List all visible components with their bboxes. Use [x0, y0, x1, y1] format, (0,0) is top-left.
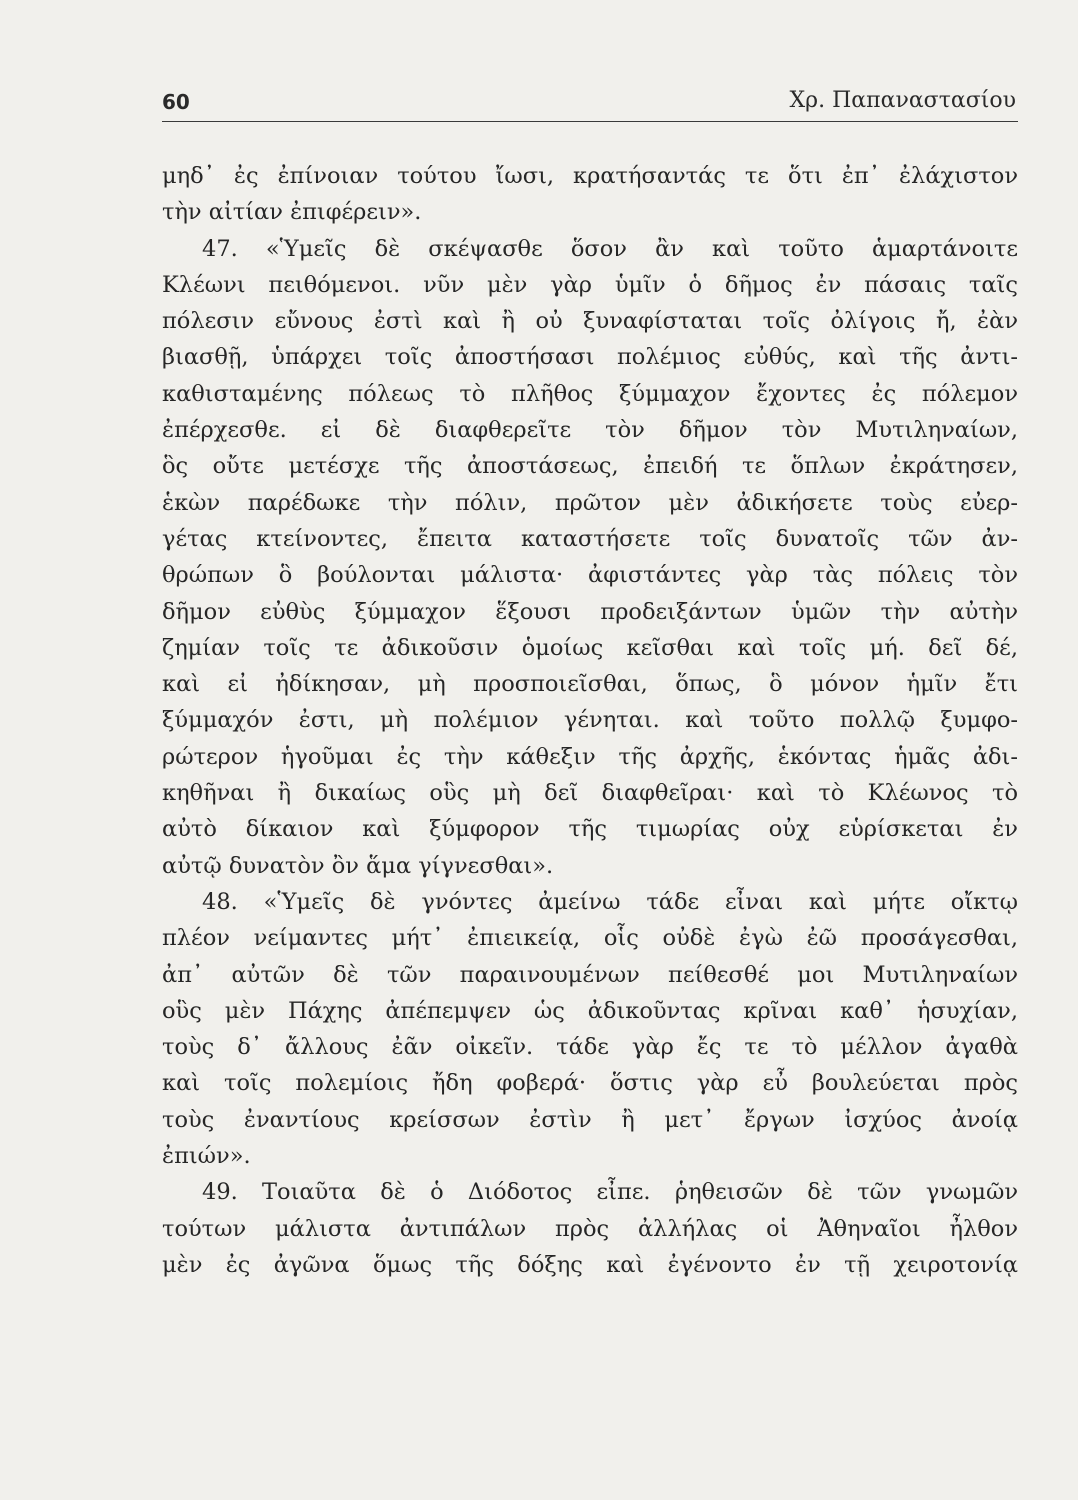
text-line: ἐπιών».	[162, 1143, 251, 1170]
text-line: μηδ᾽ ἐς ἐπίνοιαν τούτου ἴωσι, κρατήσαντάς τε ὅτι ἐπ᾽ ἐλάχιστον	[162, 163, 1018, 189]
paragraph-47-start: 47. «Ὑμεῖς δὲ σκέψασθε ὅσον ἂν καὶ τοῦτο ἁμαρτάνοιτε	[202, 235, 1018, 262]
text-line: ἐπέρχεσθε. εἰ δὲ διαφθερεῖτε τὸν δῆμον τὸν Μυτιληναίων,	[162, 417, 1018, 444]
header-rule	[162, 121, 1018, 122]
text-line: πλέον νείμαντες μήτ᾽ ἐπιεικείᾳ, οἷς οὐδὲ ἐγὼ ἐῶ προσάγεσθαι,	[162, 925, 1018, 952]
text-line: καὶ εἰ ἠδίκησαν, μὴ προσποιεῖσθαι, ὅπως, ὃ μόνον ἡμῖν ἔτι	[162, 671, 1018, 698]
text-line: αὐτῷ δυνατὸν ὂν ἅμα γίγνεσθαι».	[162, 852, 554, 879]
text-line: καθισταμένης πόλεως τὸ πλῆθος ξύμμαχον ἔχοντες ἐς πόλεμον	[162, 380, 1018, 407]
paragraph-48-start: 48. «Ὑμεῖς δὲ γνόντες ἀμείνω τάδε εἶναι καὶ μήτε οἴκτῳ	[202, 888, 1018, 915]
text-line: τούτων μάλιστα ἀντιπάλων πρὸς ἀλλήλας οἱ Ἀθηναῖοι ἦλθον	[162, 1215, 1018, 1242]
text-line: ἑκὼν παρέδωκε τὴν πόλιν, πρῶτον μὲν ἀδικήσετε τοὺς εὐερ-	[162, 489, 1018, 516]
text-line: τοὺς δ᾽ ἄλλους ἐᾶν οἰκεῖν. τάδε γὰρ ἔς τε τὸ μέλλον ἀγαθὰ	[162, 1034, 1018, 1061]
text-line: τὴν αἰτίαν ἐπιφέρειν».	[162, 199, 422, 226]
body-text	[162, 158, 1018, 1283]
text-line: καὶ τοῖς πολεμίοις ἤδη φοβερά· ὅστις γὰρ εὖ βουλεύεται πρὸς	[162, 1070, 1018, 1097]
text-line: αὐτὸ δίκαιον καὶ ξύμφορον τῆς τιμωρίας οὐχ εὑρίσκεται ἐν	[162, 816, 1018, 843]
text-line: ἀπ᾽ αὐτῶν δὲ τῶν παραινουμένων πείθεσθέ μοι Μυτιληναίων	[162, 961, 1018, 988]
page-number: 60	[162, 90, 190, 114]
text-line: δῆμον εὐθὺς ξύμμαχον ἕξουσι προδειξάντων ὑμῶν τὴν αὐτὴν	[162, 598, 1018, 625]
text-line: τοὺς ἐναντίους κρείσσων ἐστὶν ἢ μετ᾽ ἔργων ἰσχύος ἀνοίᾳ	[162, 1106, 1018, 1133]
text-line: θρώπων ὃ βούλονται μάλιστα· ἀφιστάντες γὰρ τὰς πόλεις τὸν	[162, 562, 1018, 589]
text-line: βιασθῇ, ὑπάρχει τοῖς ἀποστήσασι πολέμιος εὐθύς, καὶ τῆς ἀντι-	[162, 344, 1018, 371]
page-header	[162, 84, 1016, 118]
text-line: γέτας κτείνοντες, ἔπειτα καταστήσετε τοῖς δυνατοῖς τῶν ἀν-	[162, 525, 1018, 552]
text-line: ὃς οὔτε μετέσχε τῆς ἀποστάσεως, ἐπειδή τε ὅπλων ἐκράτησεν,	[162, 453, 1018, 480]
text-line: ζημίαν τοῖς τε ἀδικοῦσιν ὁμοίως κεῖσθαι καὶ τοῖς μή. δεῖ δέ,	[162, 634, 1018, 661]
text-line: ρώτερον ἡγοῦμαι ἐς τὴν κάθεξιν τῆς ἀρχῆς, ἑκόντας ἡμᾶς ἀδι-	[162, 743, 1018, 770]
text-line: πόλεσιν εὔνους ἐστὶ καὶ ἢ οὐ ξυναφίσταται τοῖς ὀλίγοις ἤ, ἐὰν	[162, 308, 1018, 335]
running-head: Χρ. Παπαναστασίου	[789, 88, 1016, 113]
text-line: μὲν ἐς ἀγῶνα ὅμως τῆς δόξης καὶ ἐγένοντο ἐν τῇ χειροτονίᾳ	[162, 1251, 1018, 1278]
text-line: Κλέωνι πειθόμενοι. νῦν μὲν γὰρ ὑμῖν ὁ δῆμος ἐν πάσαις ταῖς	[162, 271, 1018, 298]
text-line: ξύμμαχόν ἐστι, μὴ πολέμιον γένηται. καὶ τοῦτο πολλῷ ξυμφο-	[162, 707, 1018, 734]
paragraph-49-start: 49. Τοιαῦτα δὲ ὁ Διόδοτος εἶπε. ῥηθεισῶν δὲ τῶν γνωμῶν	[202, 1179, 1018, 1206]
text-line: κηθῆναι ἢ δικαίως οὓς μὴ δεῖ διαφθεῖραι· καὶ τὸ Κλέωνος τὸ	[162, 780, 1018, 807]
text-line: οὓς μὲν Πάχης ἀπέπεμψεν ὡς ἀδικοῦντας κρῖναι καθ᾽ ἡσυχίαν,	[162, 997, 1018, 1024]
